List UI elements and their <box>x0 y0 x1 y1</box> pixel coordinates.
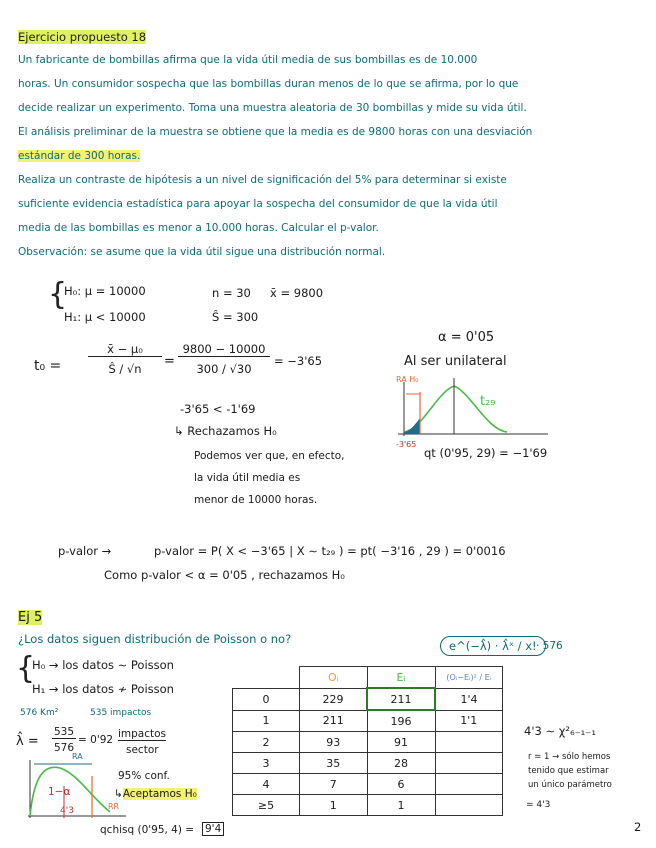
ex18-xbar: x̄ = 9800 <box>270 286 324 300</box>
frequency-table <box>232 666 503 816</box>
qchisq-value: 9'4 <box>202 822 224 836</box>
qchisq-label: qchisq (0'95, 4) = <box>100 824 195 836</box>
lambda-lhs: λ̂ = <box>16 734 39 749</box>
table-cell <box>435 774 503 795</box>
table-row <box>233 688 503 710</box>
ex18-line-5: estándar de 300 horas. <box>18 150 141 162</box>
arrow-43: = 4'3 <box>526 800 551 810</box>
table-cell: 1 <box>233 710 300 732</box>
table-row <box>233 774 503 795</box>
table-cell: 35 <box>300 753 368 774</box>
poisson-mult: · 576 <box>536 640 563 652</box>
lambda-val: = 0'92 <box>78 734 114 746</box>
ex18-h0: H₀: μ = 10000 <box>64 284 146 298</box>
qt-label: qt (0'95, 29) = −1'69 <box>424 446 548 460</box>
conclusion-3: menor de 10000 horas. <box>194 494 318 506</box>
table-cell: 6 <box>367 774 435 795</box>
chi-stat: 4'3 ∼ χ²₆₋₁₋₁ <box>524 724 596 738</box>
t-stat-eq: = <box>164 354 175 369</box>
ra-label: RA <box>72 752 83 761</box>
table-header-cell: Eᵢ <box>367 667 435 689</box>
table-header-cell: (Oᵢ−Eᵢ)² / Eᵢ <box>435 667 503 689</box>
table-cell <box>435 795 503 816</box>
t-stat-num2: 9800 − 10000 <box>178 342 270 357</box>
table-cell: 0 <box>233 688 300 710</box>
ex18-line-3: decide realizar un experimento. Toma una muestra aleatoria de 30 bombillas y mide su vida útil. <box>18 102 527 114</box>
one-minus-alpha: 1−α <box>48 786 71 798</box>
table-header-cell <box>233 667 300 689</box>
ej5-brace: { <box>16 651 36 686</box>
table-cell: 3 <box>233 753 300 774</box>
t-stat-denominator: Ŝ / √n <box>108 362 142 376</box>
ej5-h1: H₁ → los datos ≁ Poisson <box>32 682 174 696</box>
table-cell: 211 <box>367 688 435 710</box>
r-note-1: r = 1 → sólo hemos <box>528 752 611 762</box>
ex18-s: Ŝ = 300 <box>212 310 259 324</box>
table-cell: 4 <box>233 774 300 795</box>
poisson-formula: e^(−λ̂) · λ̂ˣ / x! <box>440 636 546 656</box>
table-cell: 2 <box>233 732 300 753</box>
ex18-line-4: El análisis preliminar de la muestra se obtiene que la media es de 9800 horas con una desviación <box>18 126 533 138</box>
table-cell: 1 <box>367 795 435 816</box>
ex18-title: Ejercicio propuesto 18 <box>18 30 147 44</box>
t-stat-left: t₀ = <box>34 358 62 374</box>
rr-label: RR <box>108 802 120 811</box>
table-row <box>233 732 503 753</box>
table-row <box>233 710 503 732</box>
table-cell: 211 <box>300 710 368 732</box>
lambda-num: 535 <box>53 726 75 738</box>
hypothesis-brace: { <box>48 277 68 312</box>
table-cell <box>435 753 503 774</box>
ex18-h1: H₁: μ < 10000 <box>64 310 146 324</box>
ex18-line-6: Realiza un contraste de hipótesis a un nivel de significación del 5% para determinar si existe <box>18 174 507 186</box>
table-header-row <box>233 667 503 689</box>
t-stat-numerator: x̄ − μ₀ <box>88 342 162 357</box>
pvalue-formula: p-valor = P( X < −3'65 | X ∼ t₂₉ ) = pt( −3'16 , 29 ) = 0'0016 <box>154 544 506 558</box>
table-cell: 1 <box>300 795 368 816</box>
ej5-question: ¿Los datos siguen distribución de Poisson o no? <box>18 632 292 646</box>
ra-h0-label: RA H₀ <box>396 375 419 384</box>
alpha-label: α = 0'05 <box>438 330 495 345</box>
table-cell: ≥5 <box>233 795 300 816</box>
ex18-n: n = 30 <box>212 286 251 300</box>
pvalue-conclusion: Como p-valor < α = 0'05 , rechazamos H₀ <box>104 568 345 582</box>
table-cell: 93 <box>300 732 368 753</box>
val-43-graph: 4'3 <box>60 806 74 816</box>
rejection-region <box>404 418 420 434</box>
t-stat-den2: 300 / √30 <box>196 362 252 376</box>
ex18-line-2: horas. Un consumidor sospecha que las bombillas duran menos de lo que se afirma, por lo que <box>18 78 519 90</box>
table-cell: 1'1 <box>435 710 503 732</box>
ex18-line-8: media de las bombillas es menor a 10.000 horas. Calcular el p-valor. <box>18 222 379 234</box>
page-number: 2 <box>634 820 642 834</box>
comparison: -3'65 < -1'69 <box>180 402 256 416</box>
ex18-line-7: suficiente evidencia estadística para apoyar la sospecha del consumidor de que la vida útil <box>18 198 498 210</box>
table-cell: 1'4 <box>435 688 503 710</box>
table-header-cell: Oᵢ <box>300 667 368 689</box>
conf-label: 95% conf. <box>118 770 170 782</box>
table-cell: 229 <box>300 688 368 710</box>
ej5-title: Ej 5 <box>18 610 43 625</box>
table-cell: 91 <box>367 732 435 753</box>
table-cell <box>435 732 503 753</box>
ex18-line-9: Observación: se asume que la vida útil sigue una distribución normal. <box>18 246 386 258</box>
ex18-line-1: Un fabricante de bombillas afirma que la vida útil media de sus bombillas es de 10.000 <box>18 54 478 66</box>
km-label: 576 Km² <box>20 708 59 718</box>
lambda-unit-top: impactos <box>118 728 167 740</box>
chisq-graph <box>20 756 130 826</box>
t29-label: t₂₉ <box>480 394 496 409</box>
unilateral-label: Al ser unilateral <box>404 354 507 369</box>
conclusion-2: la vida útil media es <box>194 472 301 484</box>
pvalue-label: p-valor → <box>58 544 112 558</box>
r-note-2: tenido que estimar <box>528 766 609 776</box>
ej5-h0: H₀ → los datos ∼ Poisson <box>32 658 174 672</box>
conclusion-1: Podemos ver que, en efecto, <box>194 450 345 462</box>
table-cell: 7 <box>300 774 368 795</box>
reject-text: ↳ Rechazamos H₀ <box>174 424 277 438</box>
table-cell: 28 <box>367 753 435 774</box>
table-cell: 196 <box>367 710 435 732</box>
impactos-label: 535 impactos <box>90 708 152 718</box>
table-row <box>233 795 503 816</box>
neg-365-label: -3'65 <box>396 440 417 449</box>
table-row <box>233 753 503 774</box>
accept-label: ↳Aceptamos H₀ <box>114 788 197 800</box>
t-stat-result: = −3'65 <box>274 354 323 368</box>
lambda-unit-bot: sector <box>126 744 159 756</box>
lambda-den: 576 <box>53 742 75 754</box>
r-note-3: un único parámetro <box>528 780 612 790</box>
